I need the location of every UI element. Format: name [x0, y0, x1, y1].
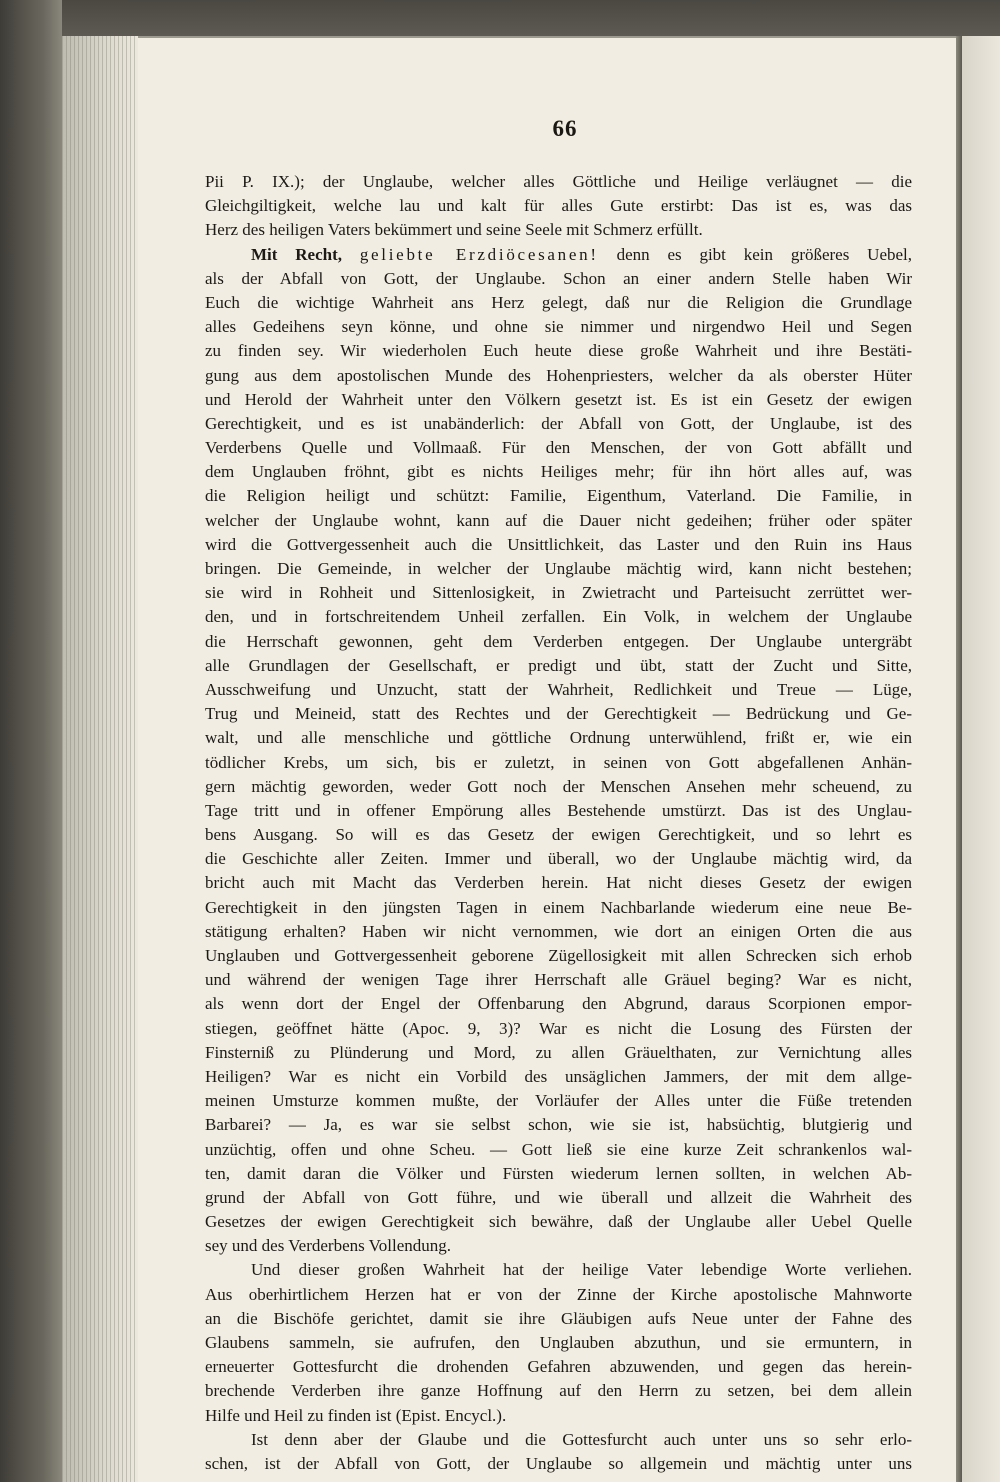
text-line: Gerechtigkeit, und es ist unabänderlich: der Abfall von Gott, der Unglaube, ist des	[205, 413, 912, 433]
text-line: die Herrschaft gewonnen, geht dem Verderben entgegen. Der Unglaube untergräbt	[205, 631, 912, 651]
text-line: Gleichgiltigkeit, welche lau und kalt für alles Gute erstirbt: Das ist es, was das	[205, 196, 912, 216]
text-line: dem Unglauben fröhnt, gibt es nichts Heiliges mehr; für ihn hört alles auf, was	[205, 462, 912, 482]
text-line: grund der Abfall von Gott führe, und wie überall und allzeit die Wahrheit des	[205, 1187, 912, 1207]
text-line: zu finden sey. Wir wiederholen Euch heute diese große Wahrheit und ihre Bestäti-	[205, 341, 912, 361]
text-line: welcher der Unglaube wohnt, kann auf die Dauer nicht gedeihen; früher oder später	[205, 510, 912, 530]
text-line: Herz des heiligen Vaters bekümmert und seine Seele mit Schmerz erfüllt.	[205, 220, 703, 240]
text-line: tödlicher Krebs, um sich, bis er zuletzt, in seinen von Gott abgefallenen Anhän-	[205, 752, 912, 772]
text-line: Barbarei? — Ja, es war sie selbst schon, wie sie ist, habsüchtig, blutgierig und	[205, 1115, 912, 1135]
text-line: Gerechtigkeit in den jüngsten Tagen in einem Nachbarlande wiederum eine neue Be-	[205, 897, 912, 917]
text-span: denn es gibt kein größeres Uebel,	[616, 244, 912, 264]
text-line: ten, damit daran die Völker und Fürsten wiederum lernen sollten, in welchen Ab-	[205, 1163, 912, 1183]
text-line: sey und des Verderbens Vollendung.	[205, 1236, 452, 1256]
text-line: Heiligen? War es nicht ein Vorbild des unsäglichen Jammers, der mit dem allge-	[205, 1066, 912, 1086]
text-line: und während der wenigen Tage ihrer Herrschaft alle Gräuel beging? War es nicht,	[205, 970, 912, 990]
page-stack-edge	[62, 36, 138, 1482]
text-line: Unglauben und Gottvergessenheit geborene Zügellosigkeit mit allen Schrecken sich erhob	[205, 946, 912, 965]
text-line: Ausschweifung und Unzucht, statt der Wahrheit, Redlichkeit und Treue — Lüge,	[205, 679, 912, 699]
page-number: 66	[552, 116, 578, 141]
text-line: Tage tritt und in offener Empörung alles Bestehende umstürzt. Das ist des Unglau-	[205, 800, 912, 820]
text-line: unzüchtig, offen und ohne Scheu. — Gott ließ sie eine kurze Zeit schrankenlos wal-	[205, 1139, 912, 1159]
text-line: als der Abfall von Gott, der Unglaube. Schon an einer andern Stelle haben Wir	[205, 268, 912, 288]
text-line: und Herold der Wahrheit unter den Völkern gesetzt ist. Es ist ein Gesetz der ewigen	[205, 389, 912, 409]
text-line: Trug und Meineid, statt des Rechtes und der Gerechtigkeit — Bedrückung und Ge-	[205, 704, 912, 724]
text-line: alle Grundlagen der Gesellschaft, er predigt und übt, statt der Zucht und Sitte,	[205, 655, 912, 675]
text-line: an die Bischöfe gerichtet, damit sie ihre Gläubigen aufs Neue unter der Fahne des	[205, 1308, 912, 1328]
text-line: den, und in fortschreitendem Unheil zerfallen. Ein Volk, in welchem der Unglaube	[205, 607, 912, 627]
text-line: Finsterniß zu Plünderung und Mord, zu allen Gräuelthaten, zur Vernichtung alles	[205, 1042, 912, 1062]
text-line: Verderbens Quelle und Vollmaaß. Für den Menschen, der von Gott abfällt und	[205, 438, 912, 458]
text-line: sie wird in Rohheit und Sittenlosigkeit, in Zwietracht und Parteisucht zerrüttet wer-	[205, 583, 912, 603]
text-line: die Religion heiligt und schützt: Familie, Eigenthum, Vaterland. Die Familie, in	[205, 486, 912, 506]
text-line: gung aus dem apostolischen Munde des Hohenpriesters, welcher da als oberster Hüter	[205, 365, 912, 385]
text-line: walt, und alle menschliche und göttliche Ordnung unterwühlend, frißt er, wie ein	[205, 728, 912, 748]
book-binding-edge	[0, 0, 62, 1482]
text-line	[205, 243, 912, 267]
text-line: bringen. Die Gemeinde, in welcher der Unglaube mächtig wird, kann nicht bestehen;	[205, 559, 912, 578]
text-line: Pii P. IX.); der Unglaube, welcher alles Göttliche und Heilige verläugnet — die	[205, 172, 912, 191]
text-line: alles Gedeihens seyn könne, und ohne sie nimmer und nirgendwo Heil und Segen	[205, 317, 912, 337]
text-line: schen, ist der Abfall von Gott, der Unglaube so allgemein und mächtig unter uns	[205, 1453, 912, 1473]
text-line: meinen Umsturze kommen mußte, der Vorläufer der Alles unter die Füße tretenden	[205, 1091, 912, 1111]
text-line: gern mächtig geworden, weder Gott noch der Menschen Ansehen mehr scheuend, zu	[205, 776, 912, 796]
text-line: wird die Gottvergessenheit auch die Unsittlichkeit, das Laster und den Ruin ins Haus	[205, 534, 912, 554]
body-text	[205, 170, 912, 1476]
text-line: Glaubens sammeln, sie aufrufen, den Unglauben abzuthun, und sie ermuntern, in	[205, 1333, 912, 1352]
text-line: bens Ausgang. So will es das Gesetz der ewigen Gerechtigkeit, und so lehrt es	[205, 825, 912, 845]
text-line: erneuerter Gottesfurcht die drohenden Gefahren abzuwenden, und gegen das herein-	[205, 1357, 912, 1377]
facing-page-strip	[962, 36, 1000, 1482]
text-line: als wenn dort der Engel der Offenbarung den Abgrund, daraus Scorpionen empor-	[205, 994, 912, 1014]
text-line: Gesetzes der ewigen Gerechtigkeit sich bewähre, daß der Unglaube aller Uebel Quelle	[205, 1212, 912, 1232]
scan-top-shadow	[0, 0, 1000, 38]
text-line: bricht auch mit Macht das Verderben herein. Hat nicht dieses Gesetz der ewigen	[205, 873, 912, 893]
text-line: Und dieser großen Wahrheit hat der heilige Vater lebendige Worte verliehen.	[251, 1260, 912, 1280]
text-line: Aus oberhirtlichem Herzen hat er von der Zinne der Kirche apostolische Mahnworte	[205, 1284, 912, 1304]
text-line: die Geschichte aller Zeiten. Immer und überall, wo der Unglaube mächtig wird, da	[205, 849, 912, 869]
text-line: brechende Verderben ihre ganze Hoffnung auf den Herrn zu setzen, bei dem allein	[205, 1381, 912, 1401]
text-line: stätigung erhalten? Haben wir nicht vernommen, wie dort an einigen Orten die aus	[205, 921, 912, 941]
text-line: Euch die wichtige Wahrheit ans Herz gelegt, daß nur die Religion die Grundlage	[205, 292, 912, 312]
spaced-address-text: geliebte Erzdiöcesanen!	[359, 244, 599, 264]
emphasis-text: Mit Recht,	[251, 244, 342, 264]
text-line: Hilfe und Heil zu finden ist (Epist. Encycl.).	[205, 1405, 507, 1425]
text-line: stiegen, geöffnet hätte (Apoc. 9, 3)? War es nicht die Losung des Fürsten der	[205, 1018, 912, 1038]
text-line: Ist denn aber der Glaube und die Gottesfurcht auch unter uns so sehr erlo-	[251, 1429, 912, 1449]
